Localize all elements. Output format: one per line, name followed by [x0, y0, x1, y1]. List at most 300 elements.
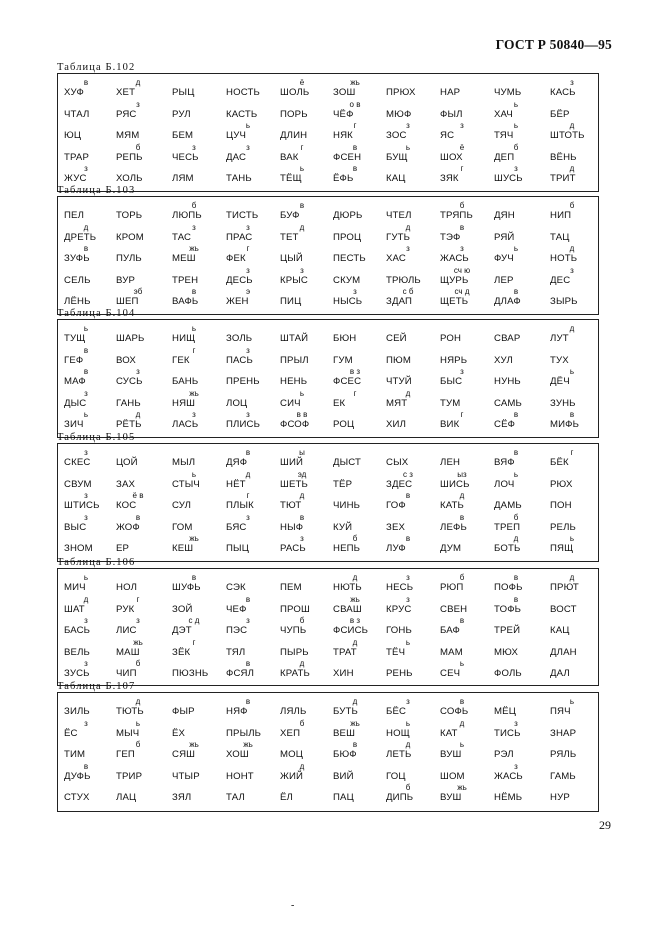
word-cell — [172, 244, 224, 268]
word-cell — [116, 534, 168, 558]
word-cell — [64, 573, 116, 597]
test-word: КРУС — [386, 604, 412, 615]
pronunciation-mark: э — [245, 287, 251, 296]
test-word: СТЫЧ — [172, 479, 200, 490]
test-word: ПРЕНЬ — [226, 376, 260, 387]
test-word: КАСЬ — [550, 87, 576, 98]
test-word: ГОЦ — [386, 771, 406, 782]
test-word: ДРЕТЬ — [64, 232, 97, 243]
test-word: ЗЕХ — [386, 522, 406, 533]
table-row — [58, 324, 598, 348]
test-word: ФЫР — [172, 706, 195, 717]
test-word: ГАМЬ — [550, 771, 576, 782]
word-cell — [226, 697, 278, 721]
test-word: ПЯЧ — [550, 706, 571, 717]
test-word: ЦОЙ — [116, 457, 138, 468]
test-word: ДЫС — [64, 398, 87, 409]
test-word: ЗИЧ — [64, 419, 84, 430]
pronunciation-mark: ь — [513, 121, 519, 130]
pronunciation-mark: ь — [245, 121, 251, 130]
word-cell — [172, 201, 224, 225]
word-cell — [550, 78, 602, 102]
test-word: ДЛАН — [550, 647, 577, 658]
pronunciation-mark: з — [136, 367, 140, 376]
test-word: РЯС — [116, 109, 137, 120]
word-cell — [333, 616, 385, 640]
pronunciation-mark: ь — [513, 100, 519, 109]
test-word: ЛУТ — [550, 333, 569, 344]
word-cell — [226, 78, 278, 102]
word-table — [57, 185, 599, 316]
word-cell — [333, 491, 385, 515]
pronunciation-mark: г — [300, 143, 304, 152]
test-word: ЧТУЙ — [386, 376, 412, 387]
word-cell — [386, 244, 438, 268]
test-word: ВЁНЬ — [550, 152, 577, 163]
word-cell — [550, 616, 602, 640]
pronunciation-mark: в — [405, 491, 411, 500]
pronunciation-mark: з — [406, 595, 410, 604]
word-cell — [64, 324, 116, 348]
test-word: РЯЙ — [494, 232, 515, 243]
word-cell — [64, 534, 116, 558]
test-word: ТРЕЙ — [494, 625, 521, 636]
pronunciation-mark: ё — [459, 143, 465, 152]
test-word: СУЛ — [172, 500, 192, 511]
pronunciation-mark: ь — [513, 470, 519, 479]
test-word: ЗНАР — [550, 728, 577, 739]
pronunciation-mark: жь — [350, 78, 360, 87]
test-word: МЯМ — [116, 130, 140, 141]
test-word: ДЛАФ — [494, 296, 521, 307]
test-word: ДАС — [226, 152, 247, 163]
word-cell — [550, 448, 602, 472]
pronunciation-mark: д — [569, 324, 575, 333]
test-word: НАР — [440, 87, 461, 98]
word-cell — [386, 448, 438, 472]
test-word: ГЕП — [116, 749, 135, 760]
test-word: ВУР — [116, 275, 136, 286]
word-cell — [280, 740, 332, 764]
word-cell — [226, 367, 278, 391]
pronunciation-mark: в — [513, 595, 519, 604]
pronunciation-mark: б — [135, 659, 141, 668]
word-cell — [64, 491, 116, 515]
test-word: ФЫЛ — [440, 109, 463, 120]
test-word: МЫЛ — [172, 457, 196, 468]
pronunciation-mark: з — [84, 448, 88, 457]
test-word: ВЫС — [64, 522, 87, 533]
test-word: ДЕП — [494, 152, 515, 163]
pronunciation-mark: в — [569, 410, 575, 419]
word-table — [57, 681, 599, 813]
word-cell — [440, 740, 492, 764]
word-cell — [64, 201, 116, 225]
test-word: СУСЬ — [116, 376, 143, 387]
pronunciation-mark: ь — [459, 659, 465, 668]
table-row — [58, 410, 598, 434]
word-cell — [64, 367, 116, 391]
word-cell — [550, 410, 602, 434]
word-cell — [333, 534, 385, 558]
pronunciation-mark: з — [84, 491, 88, 500]
test-word: РЫЦ — [172, 87, 195, 98]
pronunciation-mark: г — [192, 638, 196, 647]
test-word: ЗОШ — [333, 87, 356, 98]
test-word: ЖОФ — [116, 522, 140, 533]
word-cell — [550, 783, 602, 807]
word-cell — [494, 491, 546, 515]
word-cell — [280, 573, 332, 597]
pronunciation-mark: з — [192, 143, 196, 152]
pronunciation-mark: з — [514, 762, 518, 771]
test-word: ФСОФ — [280, 419, 310, 430]
pronunciation-mark: ь — [135, 719, 141, 728]
word-cell — [386, 324, 438, 348]
word-cell — [172, 367, 224, 391]
word-cell — [333, 783, 385, 807]
test-word: ЛЕН — [440, 457, 461, 468]
test-word: НОТЬ — [550, 253, 578, 264]
test-word: ЛЕР — [494, 275, 514, 286]
word-cell — [440, 121, 492, 145]
test-word: РОЦ — [333, 419, 355, 430]
test-word: ТРАТ — [333, 647, 357, 658]
pronunciation-mark: ь — [405, 143, 411, 152]
pronunciation-mark: в — [513, 287, 519, 296]
pronunciation-mark: сч д — [454, 287, 470, 296]
pronunciation-mark: ё в — [132, 491, 144, 500]
pronunciation-mark: б — [135, 143, 141, 152]
word-cell — [386, 697, 438, 721]
pronunciation-mark: о в — [349, 100, 361, 109]
word-cell — [116, 783, 168, 807]
test-word: ЧИНЬ — [333, 500, 361, 511]
pronunciation-mark: д — [569, 573, 575, 582]
word-cell — [440, 244, 492, 268]
pronunciation-mark: с б — [402, 287, 414, 296]
test-word: ФУЧ — [494, 253, 514, 264]
test-word: ЖЕН — [226, 296, 249, 307]
test-word: ЁЛ — [280, 792, 293, 803]
test-word: ШУФЬ — [172, 582, 201, 593]
pronunciation-mark: з — [353, 287, 357, 296]
test-word: НЕСЬ — [386, 582, 414, 593]
word-cell — [494, 121, 546, 145]
word-cell — [280, 78, 332, 102]
word-cell — [64, 78, 116, 102]
pronunciation-mark: в — [83, 367, 89, 376]
word-table — [57, 557, 599, 687]
pronunciation-mark: в — [245, 659, 251, 668]
pronunciation-mark: з — [246, 410, 250, 419]
test-word: ШОЛЬ — [280, 87, 310, 98]
test-word: ТАЦ — [550, 232, 570, 243]
test-word: РЯЛЬ — [550, 749, 577, 760]
test-word: БУЩ — [386, 152, 408, 163]
test-word: ТЯЛ — [226, 647, 246, 658]
test-word: ПЫЦ — [226, 543, 249, 554]
test-word: БАНЬ — [172, 376, 199, 387]
word-cell — [64, 740, 116, 764]
test-word: ФСИСЬ — [333, 625, 369, 636]
word-cell — [440, 78, 492, 102]
test-word: ЛУФ — [386, 543, 406, 554]
test-word: ЧЁФ — [333, 109, 354, 120]
word-cell — [226, 740, 278, 764]
pronunciation-mark: з — [514, 719, 518, 728]
word-cell — [494, 324, 546, 348]
test-word: ТРЯПЬ — [440, 210, 473, 221]
word-cell — [494, 410, 546, 434]
table-frame — [57, 692, 599, 812]
test-word: МЯТ — [386, 398, 408, 409]
word-cell — [494, 740, 546, 764]
test-word: СТУХ — [64, 792, 90, 803]
word-cell — [333, 201, 385, 225]
test-word: СЭК — [226, 582, 246, 593]
test-word: БАСЬ — [64, 625, 91, 636]
word-cell — [494, 697, 546, 721]
test-word: КРАТЬ — [280, 668, 310, 679]
word-cell — [116, 244, 168, 268]
word-cell — [440, 534, 492, 558]
test-word: ТЮТЬ — [116, 706, 144, 717]
word-cell — [333, 78, 385, 102]
test-word: БЁС — [386, 706, 407, 717]
word-table — [57, 432, 599, 563]
test-word: ГАНЬ — [116, 398, 141, 409]
test-word: ПОФЬ — [494, 582, 523, 593]
word-cell — [280, 244, 332, 268]
pronunciation-mark: д — [513, 534, 519, 543]
pronunciation-mark: з — [246, 266, 250, 275]
table-row — [58, 121, 598, 145]
word-cell — [386, 534, 438, 558]
test-word: СЕЙ — [386, 333, 407, 344]
word-cell — [280, 697, 332, 721]
test-word: ХЕТ — [116, 87, 136, 98]
pronunciation-mark: ь — [405, 719, 411, 728]
test-word: СКУМ — [333, 275, 361, 286]
test-word: ЧУМЬ — [494, 87, 522, 98]
word-cell — [172, 121, 224, 145]
pronunciation-mark: з — [570, 78, 574, 87]
test-word: ЗЯК — [440, 173, 459, 184]
test-word: ХАЧ — [494, 109, 513, 120]
test-word: ШТАЙ — [280, 333, 309, 344]
pronunciation-mark: з — [406, 697, 410, 706]
pronunciation-mark: ь — [513, 244, 519, 253]
test-word: ДЮРЬ — [333, 210, 363, 221]
test-word: МЕШ — [172, 253, 196, 264]
test-word: ПАСЬ — [226, 355, 253, 366]
test-word: СЕЛЬ — [64, 275, 91, 286]
test-word: БЕМ — [172, 130, 194, 141]
test-word: ЛАСЬ — [172, 419, 199, 430]
test-word: ТУХ — [550, 355, 569, 366]
pronunciation-mark: з — [84, 389, 88, 398]
word-cell — [440, 201, 492, 225]
test-word: ГУТЬ — [386, 232, 411, 243]
test-word: ТАНЬ — [226, 173, 252, 184]
word-cell — [386, 740, 438, 764]
test-word: ТУЩ — [64, 333, 86, 344]
test-word: ЗНОМ — [64, 543, 93, 554]
test-word: ЛОЧ — [494, 479, 515, 490]
word-cell — [494, 201, 546, 225]
test-word: ТРАР — [64, 152, 90, 163]
test-word: ЁХ — [172, 728, 186, 739]
test-word: ХАС — [386, 253, 406, 264]
word-cell — [280, 367, 332, 391]
word-cell — [116, 740, 168, 764]
table-row — [58, 78, 598, 102]
test-word: ТОРЬ — [116, 210, 143, 221]
table-row — [58, 534, 598, 558]
pronunciation-mark: жь — [189, 244, 199, 253]
test-word: ЗУСЬ — [64, 668, 90, 679]
pronunciation-mark: д — [459, 491, 465, 500]
word-cell — [172, 534, 224, 558]
test-word: СВАР — [494, 333, 521, 344]
test-word: НЕНЬ — [280, 376, 308, 387]
test-word: ПЛЫК — [226, 500, 254, 511]
pronunciation-mark: в — [405, 534, 411, 543]
pronunciation-mark: д — [299, 659, 305, 668]
test-word: ПРЫЛ — [280, 355, 309, 366]
test-word: ЛЮПЬ — [172, 210, 202, 221]
test-word: ФОЛЬ — [494, 668, 522, 679]
test-word: МАМ — [440, 647, 463, 658]
word-cell — [550, 201, 602, 225]
test-word: ЮЦ — [64, 130, 82, 141]
test-word: ТОФЬ — [494, 604, 522, 615]
table-frame — [57, 73, 599, 192]
pronunciation-mark: д — [569, 164, 575, 173]
pronunciation-mark: ь — [405, 638, 411, 647]
test-word: НИП — [550, 210, 572, 221]
test-word: ЛЁНЬ — [64, 296, 91, 307]
test-word: ТУМ — [440, 398, 461, 409]
pronunciation-mark: д — [299, 491, 305, 500]
test-word: БЮН — [333, 333, 357, 344]
test-word: ГУМ — [333, 355, 353, 366]
pronunciation-mark: д — [135, 410, 141, 419]
test-word: БЫС — [440, 376, 463, 387]
word-cell — [333, 367, 385, 391]
word-cell — [116, 659, 168, 683]
test-word: ШИСЬ — [440, 479, 470, 490]
test-word: ПОРЬ — [280, 109, 308, 120]
pronunciation-mark: з — [460, 121, 464, 130]
table-row — [58, 491, 598, 515]
table-row — [58, 616, 598, 640]
word-cell — [64, 121, 116, 145]
word-cell — [440, 367, 492, 391]
word-cell — [386, 367, 438, 391]
pronunciation-mark: ё — [299, 78, 305, 87]
test-word: ЗЫРЬ — [550, 296, 578, 307]
test-word: ВОХ — [116, 355, 136, 366]
word-cell — [333, 740, 385, 764]
test-word: ЛЯМ — [172, 173, 194, 184]
pronunciation-mark: д — [405, 389, 411, 398]
word-cell — [64, 410, 116, 434]
test-word: ШЕП — [116, 296, 139, 307]
word-cell — [494, 573, 546, 597]
word-cell — [440, 697, 492, 721]
pronunciation-mark: з — [300, 534, 304, 543]
pronunciation-mark: ь — [299, 164, 305, 173]
word-cell — [172, 324, 224, 348]
test-word: НОЛ — [116, 582, 138, 593]
pronunciation-mark: д — [459, 719, 465, 728]
test-word: ЁС — [64, 728, 78, 739]
test-word: ТИСТЬ — [226, 210, 259, 221]
word-cell — [172, 659, 224, 683]
pronunciation-mark: д — [83, 223, 89, 232]
word-cell — [386, 201, 438, 225]
test-word: ПИЦ — [280, 296, 302, 307]
test-word: БЯС — [226, 522, 247, 533]
test-word: ЛЕФЬ — [440, 522, 467, 533]
test-word: ЗОЙ — [172, 604, 193, 615]
word-cell — [494, 783, 546, 807]
test-word: ТЕТ — [280, 232, 299, 243]
footer-mark: - — [291, 900, 295, 911]
word-cell — [116, 448, 168, 472]
test-word: НИЩ — [172, 333, 196, 344]
word-cell — [226, 121, 278, 145]
test-word: ГЕФ — [64, 355, 84, 366]
test-word: НЫФ — [280, 522, 304, 533]
test-word: ПРЫЛЬ — [226, 728, 262, 739]
table-row — [58, 740, 598, 764]
test-word: ДУМ — [440, 543, 462, 554]
pronunciation-mark: ыз — [457, 470, 467, 479]
word-cell — [386, 783, 438, 807]
pronunciation-mark: г — [460, 410, 464, 419]
test-word: ТРИТ — [550, 173, 576, 184]
pronunciation-mark: ь — [459, 740, 465, 749]
test-word: ЗИЛЬ — [64, 706, 90, 717]
pronunciation-mark: г — [192, 346, 196, 355]
test-word: ПЮМ — [386, 355, 412, 366]
test-word: ГОФ — [386, 500, 406, 511]
pronunciation-mark: в — [83, 244, 89, 253]
pronunciation-mark: жь — [350, 719, 360, 728]
test-word: ТЁЩ — [280, 173, 302, 184]
pronunciation-mark: ь — [569, 367, 575, 376]
test-word: НЁТ — [226, 479, 246, 490]
pronunciation-mark: б — [135, 740, 141, 749]
pronunciation-mark: в в — [296, 410, 308, 419]
test-word: ПРЮХ — [386, 87, 416, 98]
word-cell — [280, 121, 332, 145]
test-word: ЖАСЬ — [494, 771, 523, 782]
word-cell — [550, 534, 602, 558]
table-row — [58, 244, 598, 268]
pronunciation-mark: з — [246, 143, 250, 152]
test-word: ХОЛЬ — [116, 173, 143, 184]
pronunciation-mark: з — [460, 244, 464, 253]
test-word: ТРЮЛЬ — [386, 275, 421, 286]
pronunciation-mark: з — [136, 616, 140, 625]
word-cell — [440, 783, 492, 807]
pronunciation-mark: жь — [189, 740, 199, 749]
word-cell — [172, 697, 224, 721]
